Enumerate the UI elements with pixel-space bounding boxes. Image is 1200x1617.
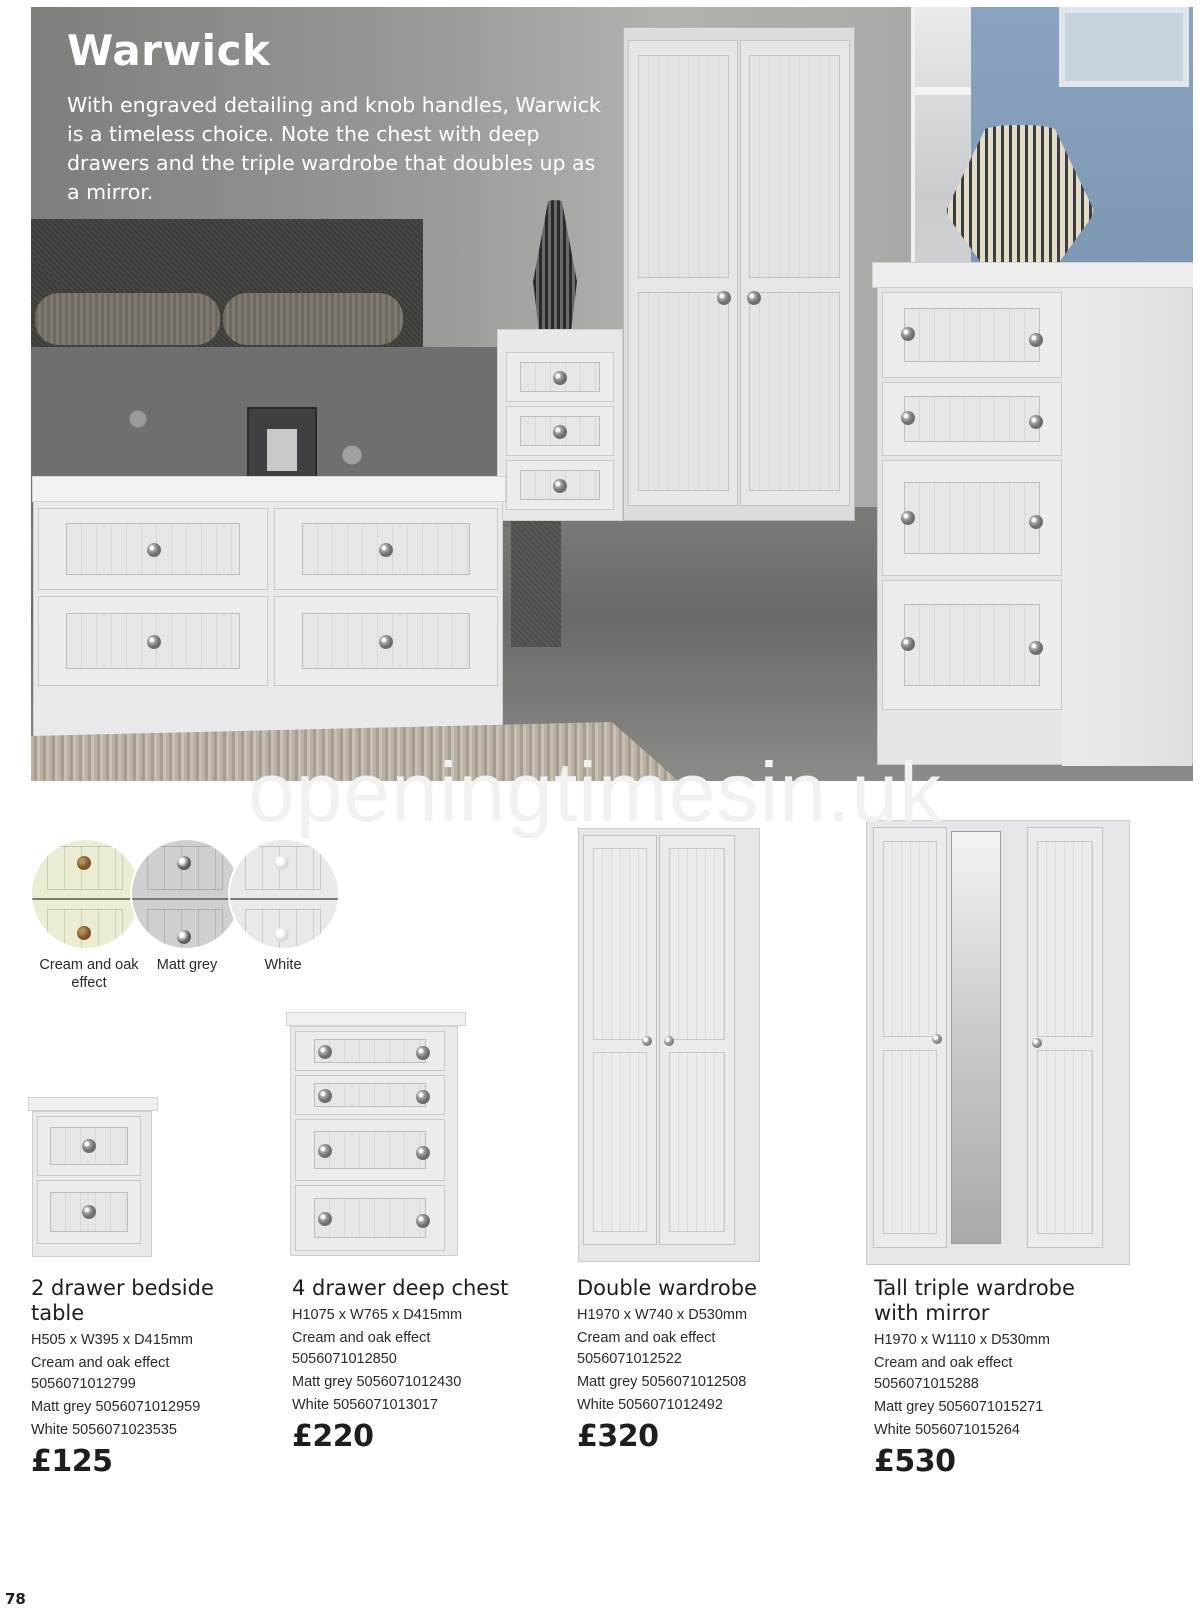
triple-wardrobe-image [866, 820, 1130, 1265]
product-code: White 5056071013017 [292, 1397, 438, 1413]
range-description: With engraved detailing and knob handles, Warwick is a timeless choice. Note the chest with deep drawers and the triple wardrobe that doubles up as a mirror. [67, 93, 601, 204]
hero-room-photo [31, 7, 1193, 781]
product-code: Matt grey 5056071012959 [31, 1399, 201, 1415]
bed-base [511, 517, 561, 647]
swatch-label: White [264, 957, 302, 973]
product-dimensions: H505 x W395 x D415mm [31, 1332, 193, 1348]
range-title: Warwick [67, 26, 271, 75]
product-price: £220 [292, 1419, 374, 1454]
product-code: Cream and oak effect 5056071012522 [577, 1330, 716, 1367]
mirror [951, 831, 1001, 1244]
product-code: Cream and oak effect 5056071015288 [874, 1355, 1013, 1392]
product-code: Matt grey 5056071015271 [874, 1399, 1044, 1415]
deep-chest-image [286, 1012, 466, 1257]
bedside-table-image [28, 1097, 158, 1260]
double-wardrobe-image [578, 828, 760, 1262]
bedside-table-scene [497, 329, 623, 521]
product-bedside-table [31, 1276, 271, 1481]
wall-picture-frame [1059, 7, 1189, 87]
product-dimensions: H1970 x W740 x D530mm [577, 1307, 748, 1323]
page-number: 78 [5, 1590, 26, 1608]
swatch-cream-oak [30, 838, 142, 950]
product-code: Matt grey 5056071012508 [577, 1374, 747, 1390]
swatch-label: Cream and oak effect [39, 957, 139, 991]
product-code: Cream and oak effect 5056071012850 [292, 1330, 431, 1367]
product-code: White 5056071023535 [31, 1422, 177, 1438]
wardrobe-scene [623, 27, 855, 521]
product-triple-wardrobe [874, 1276, 1114, 1481]
finish-swatches [30, 838, 350, 998]
product-name: Double wardrobe [577, 1276, 757, 1300]
product-double-wardrobe [577, 1276, 847, 1456]
product-dimensions: H1075 x W765 x D415mm [292, 1307, 463, 1323]
swatch-white [228, 838, 340, 950]
hero-text-block [67, 25, 607, 207]
product-price: £320 [577, 1419, 659, 1454]
product-name: 4 drawer deep chest [292, 1276, 509, 1300]
product-code: Matt grey 5056071012430 [292, 1374, 462, 1390]
blanket-box-drawers [33, 487, 503, 737]
chest-of-drawers-scene [877, 265, 1193, 765]
pillow [35, 293, 220, 345]
product-name: 2 drawer bedside table [31, 1276, 214, 1325]
product-code: Cream and oak effect 5056071012799 [31, 1355, 170, 1392]
pillow [223, 293, 403, 345]
watermark: openingtimesin.uk [248, 745, 943, 839]
product-code: White 5056071015264 [874, 1422, 1020, 1438]
swatch-label: Matt grey [156, 957, 218, 973]
product-dimensions: H1970 x W1110 x D530mm [874, 1332, 1050, 1348]
product-price: £530 [874, 1444, 956, 1479]
product-code: White 5056071012492 [577, 1397, 723, 1413]
product-deep-chest [292, 1276, 562, 1456]
product-price: £125 [31, 1444, 113, 1479]
product-name: Tall triple wardrobe with mirror [874, 1276, 1075, 1325]
swatch-matt-grey [130, 838, 242, 950]
